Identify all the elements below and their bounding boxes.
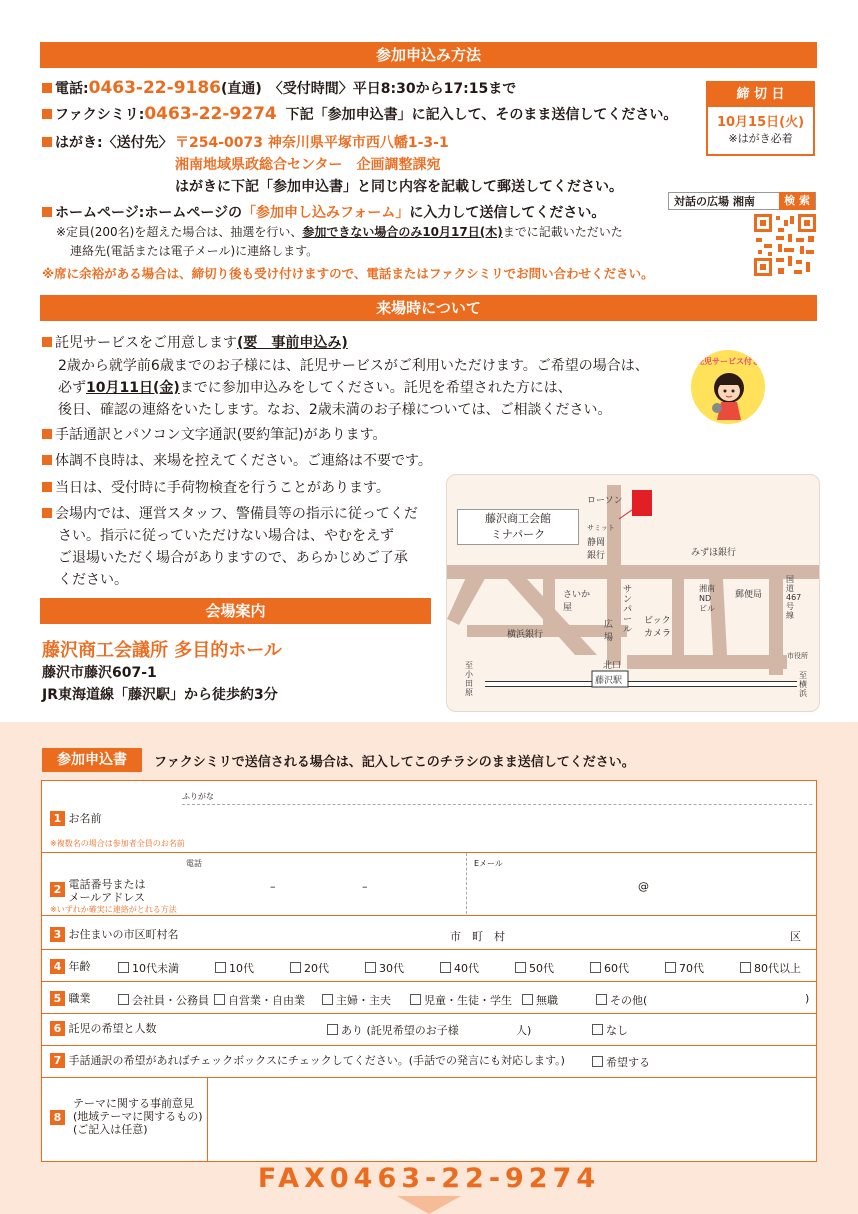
address-ku: 区 bbox=[790, 930, 801, 943]
venue-name: 藤沢商工会議所 多目的ホール bbox=[42, 640, 282, 661]
row-childcare-label: 6 託児の希望と人数 bbox=[50, 1020, 157, 1036]
name-note: ※複数名の場合は参加者全員のお名前 bbox=[50, 839, 185, 848]
age-option[interactable]: 20代 bbox=[290, 960, 329, 976]
fax-number: 0463-22-9274 bbox=[144, 104, 277, 124]
bullet-icon bbox=[42, 207, 52, 217]
job-option[interactable]: 自営業・自由業 bbox=[214, 992, 305, 1008]
email-field-label: Eメール bbox=[474, 859, 503, 868]
job-option[interactable]: 児童・生徒・学生 bbox=[410, 992, 512, 1008]
map-label: サミット bbox=[587, 524, 615, 532]
phone-input[interactable] bbox=[185, 870, 460, 898]
map-label: 北口 bbox=[603, 661, 622, 671]
fax-line: ファクシミリ:0463-22-9274 下記「参加申込書」に記入して、そのまま送信してください。 bbox=[42, 104, 677, 124]
bullet-icon bbox=[42, 508, 52, 518]
job-option[interactable]: 会社員・公務員 bbox=[118, 992, 209, 1008]
map-label: 湘南NDビル bbox=[699, 584, 715, 613]
map-label: 郵便局 bbox=[735, 590, 763, 600]
venue-header: 会場案内 bbox=[40, 598, 431, 624]
venue-map bbox=[446, 474, 820, 712]
down-arrow-icon bbox=[397, 1196, 461, 1214]
map-label: ローソン bbox=[587, 496, 623, 506]
search-box[interactable] bbox=[668, 192, 816, 210]
checkbox-icon bbox=[290, 962, 301, 973]
staff-item: 会場内では、運営スタッフ、警備員等の指示に従ってくだ bbox=[42, 503, 418, 523]
checkbox-icon bbox=[440, 962, 451, 973]
checkbox-icon bbox=[592, 1024, 603, 1035]
map-label: さいか屋 bbox=[563, 590, 591, 613]
row2-divider bbox=[466, 853, 467, 914]
row8-number: 8 bbox=[50, 1110, 65, 1125]
bullet-icon bbox=[42, 482, 52, 492]
row-age-label: 4 年齢 bbox=[50, 958, 91, 974]
job-option[interactable]: 主婦・主夫 bbox=[322, 992, 391, 1008]
phone-dash: – bbox=[362, 880, 368, 893]
checkbox-icon bbox=[592, 1056, 603, 1067]
age-option[interactable]: 10代未満 bbox=[118, 960, 179, 976]
checkbox-icon bbox=[118, 994, 129, 1005]
job-option[interactable]: 無職 bbox=[522, 992, 558, 1008]
venue-access: JR東海道線「藤沢駅」から徒歩約3分 bbox=[42, 687, 278, 703]
name-input[interactable] bbox=[185, 808, 810, 838]
bullet-icon bbox=[42, 137, 52, 147]
job-option[interactable]: その他( bbox=[596, 992, 647, 1008]
opinion-textarea[interactable] bbox=[212, 1082, 812, 1158]
postcard-note: はがきに下記「参加申込書」と同じ内容を記載して郵送してください。 bbox=[175, 179, 623, 195]
deadline-note: ※はがき必着 bbox=[728, 132, 793, 145]
capacity-note-2: 連絡先(電話または電子メール)に連絡します。 bbox=[70, 244, 319, 258]
venue-address: 藤沢市藤沢607-1 bbox=[42, 665, 157, 681]
map-label: 国道467号線 bbox=[786, 575, 802, 620]
childcare-line2: 2歳から就学前6歳までのお子様には、託児サービスがご利用いただけます。ご希望の場合は、 bbox=[58, 358, 649, 374]
search-text: 対話の広場 湘南 bbox=[674, 195, 755, 208]
childcare-item: 託児サービスをご用意します(要 事前申込み) bbox=[42, 332, 348, 352]
checkbox-icon bbox=[327, 1024, 338, 1035]
map-label: 広場 bbox=[604, 620, 614, 643]
age-option[interactable]: 50代 bbox=[515, 960, 554, 976]
map-label: 静岡銀行 bbox=[587, 538, 606, 561]
homepage-line: ホームページ:ホームページの「参加申し込みフォーム」に入力して送信してください。 bbox=[42, 202, 605, 222]
badge-label: 託児サービス付き bbox=[696, 357, 760, 366]
age-option[interactable]: 60代 bbox=[590, 960, 629, 976]
age-option[interactable]: 30代 bbox=[365, 960, 404, 976]
bullet-icon bbox=[42, 429, 52, 439]
childcare-line4: 後日、確認の連絡をいたします。なお、2歳未満のお子様については、ご相談ください。 bbox=[58, 402, 612, 418]
qr-code-icon bbox=[754, 214, 816, 276]
row-divider bbox=[42, 981, 816, 982]
checkbox-icon bbox=[740, 962, 751, 973]
bullet-icon bbox=[42, 337, 52, 347]
row-address-label: 3 お住まいの市区町村名 bbox=[50, 926, 179, 942]
map-label: みずほ銀行 bbox=[691, 548, 737, 558]
map-label: 横浜銀行 bbox=[507, 630, 544, 640]
email-at: @ bbox=[638, 880, 649, 893]
checkbox-icon bbox=[118, 962, 129, 973]
row-opinion-label: テーマに関する事前意見 (地域テーマに関するもの) (ご記入は任意) bbox=[73, 1097, 203, 1136]
capacity-note: ※定員(200名)を超えた場合は、抽選を行い、参加できない場合のみ10月17日(木)までに記載いただいた bbox=[56, 225, 623, 239]
row8-divider bbox=[207, 1078, 208, 1161]
postcard-address: 〒254-0073 神奈川県平塚市西八幡1-3-1 bbox=[175, 135, 449, 151]
deadline-box bbox=[706, 81, 815, 156]
map-label: ビックカメラ bbox=[644, 616, 672, 639]
age-option[interactable]: 70代 bbox=[665, 960, 704, 976]
age-option[interactable]: 80代以上 bbox=[740, 960, 801, 976]
row-job-label: 5 職業 bbox=[50, 990, 91, 1006]
email-input[interactable] bbox=[472, 870, 810, 898]
checkbox-icon bbox=[522, 994, 533, 1005]
late-entry-note: ※席に余裕がある場合は、締切り後も受け付けますので、電話またはファクシミリでお問い合わせください。 bbox=[42, 266, 654, 281]
checkbox-icon bbox=[590, 962, 601, 973]
sign-language-option[interactable]: 希望する bbox=[592, 1054, 650, 1070]
phone-number: 0463-22-9186 bbox=[88, 78, 222, 98]
form-instruction: ファクシミリで送信される場合は、記入してこのチラシのまま送信してください。 bbox=[154, 755, 635, 770]
application-form-link[interactable]: 「参加申し込みフォーム」 bbox=[242, 205, 410, 221]
row-name-label: 1 お名前 bbox=[50, 810, 102, 826]
deadline-date: 10月15日(火) bbox=[716, 115, 805, 130]
bullet-icon bbox=[42, 109, 52, 119]
map-label: 市役所 bbox=[787, 652, 808, 660]
map-venue-label: 藤沢商工会館 ミナパーク bbox=[457, 509, 579, 545]
form-tag: 参加申込書 bbox=[42, 748, 142, 772]
fax-footer: FAX0463-22-9274 bbox=[257, 1163, 601, 1194]
contact-note: ※いずれか確実に連絡がとれる方法 bbox=[50, 905, 177, 914]
map-label: 藤沢駅 bbox=[595, 676, 623, 686]
phone-dash: – bbox=[270, 880, 276, 893]
deadline-title: 締 切 日 bbox=[708, 83, 813, 107]
row-contact-label: 2 電話番号または メールアドレス bbox=[50, 878, 146, 904]
bullet-icon bbox=[42, 83, 52, 93]
checkbox-icon bbox=[215, 962, 226, 973]
row-divider bbox=[42, 1013, 816, 1014]
postcard-line: はがき:〈送付先〉 bbox=[42, 132, 173, 152]
furigana-divider bbox=[182, 804, 812, 805]
row-sign-language-label: 7 手話通訳の希望があればチェックボックスにチェックしてください。(手話での発言にも対応します。) bbox=[50, 1052, 565, 1068]
search-button[interactable]: 検 索 bbox=[779, 192, 815, 210]
staff-line2: さい。指示に従っていただけない場合は、やむをえず bbox=[58, 528, 394, 544]
child-illustration-icon bbox=[708, 368, 750, 420]
age-option[interactable]: 10代 bbox=[215, 960, 254, 976]
checkbox-icon bbox=[322, 994, 333, 1005]
phone-line: 電話:0463-22-9186(直通) 〈受付時間〉平日8:30から17:15まで bbox=[42, 78, 516, 98]
childcare-no-option[interactable]: なし bbox=[592, 1022, 628, 1038]
checkbox-icon bbox=[365, 962, 376, 973]
checkbox-icon bbox=[515, 962, 526, 973]
row-divider bbox=[42, 915, 816, 916]
address-input[interactable] bbox=[200, 920, 440, 944]
childcare-badge bbox=[691, 350, 765, 424]
map-label: 至小田原 bbox=[465, 661, 473, 697]
checkbox-icon bbox=[665, 962, 676, 973]
row-divider bbox=[42, 852, 816, 853]
phone-field-label: 電話 bbox=[186, 859, 202, 868]
how-to-apply-header: 参加申込み方法 bbox=[40, 42, 817, 68]
interpretation-item: 手話通訳とパソコン文字通訳(要約筆記)があります。 bbox=[42, 424, 387, 444]
furigana-label: ふりがな bbox=[182, 792, 214, 801]
checkbox-icon bbox=[410, 994, 421, 1005]
staff-line3: ご退場いただく場合がありますので、あらかじめご了承 bbox=[58, 550, 408, 566]
map-label: サンパール bbox=[623, 585, 633, 635]
postcard-center: 湘南地域県政総合センター 企画調整課宛 bbox=[175, 157, 441, 173]
row-divider bbox=[42, 1045, 816, 1046]
checkbox-icon bbox=[596, 994, 607, 1005]
bullet-icon bbox=[42, 455, 52, 465]
childcare-unit: 人) bbox=[516, 1024, 532, 1037]
on-arrival-header: 来場時について bbox=[40, 295, 817, 321]
row-divider bbox=[42, 949, 816, 950]
checkbox-icon bbox=[214, 994, 225, 1005]
address-units: 市 町 村 bbox=[450, 930, 505, 943]
staff-line4: ください。 bbox=[58, 572, 128, 588]
job-other-close: ) bbox=[805, 992, 810, 1005]
childcare-yes-option[interactable]: あり (託児希望のお子様 bbox=[327, 1022, 459, 1038]
row-divider bbox=[42, 1077, 816, 1078]
map-label: 至横浜 bbox=[799, 671, 807, 698]
age-option[interactable]: 40代 bbox=[440, 960, 479, 976]
childcare-line3: 必ず10月11日(金)までに参加申込みをしてください。託児を希望された方には、 bbox=[58, 380, 572, 396]
health-item: 体調不良時は、来場を控えてください。ご連絡は不要です。 bbox=[42, 450, 432, 470]
baggage-item: 当日は、受付時に手荷物検査を行うことがあります。 bbox=[42, 477, 390, 497]
